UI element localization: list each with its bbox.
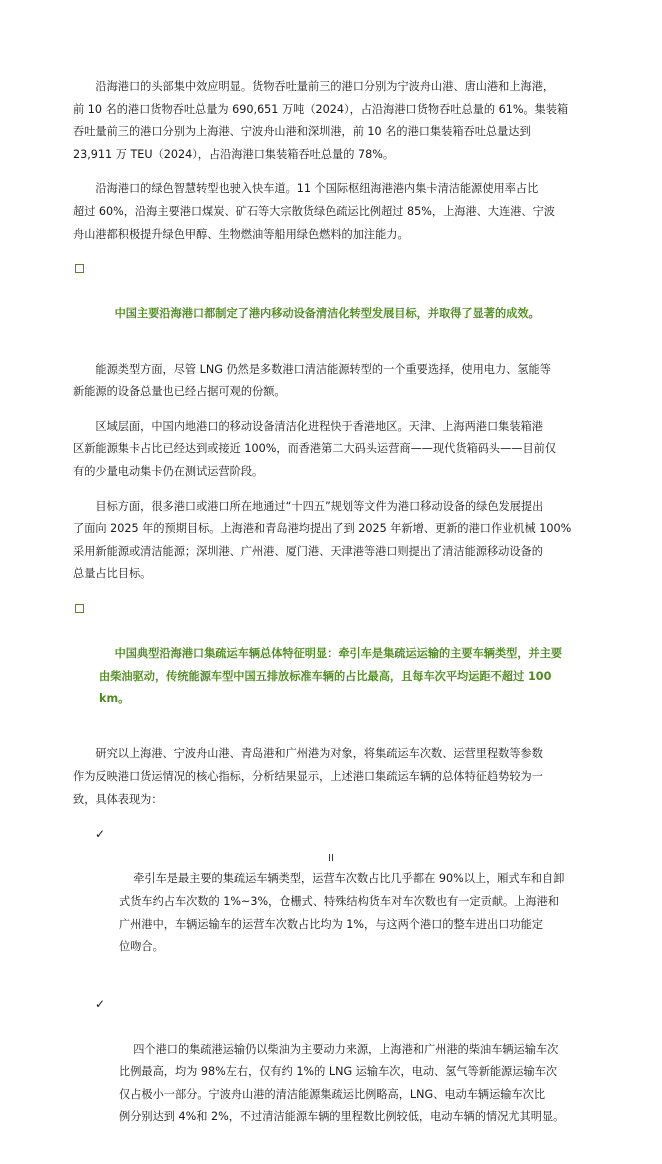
square-bullet-icon	[75, 604, 84, 613]
document-body	[73, 76, 599, 1164]
list-item-text: 四个港口的集疏港运输仍以柴油为主要动力来源，上海港和广州港的柴油车辆运输车次 比例最高，均为 98%左右，仅有约 1%的 LNG 运输车次，电动、氢气等新能源运输车次 仅占极小一部分。宁波舟山港的清洁能源集疏运比例略高，LNG、电动车辆运输车次比 例分别达到 4%和 2%，不过清洁能源车辆的里程数比例较低，电动车辆的情况尤其明显。	[119, 1042, 565, 1124]
list-item	[73, 823, 599, 981]
checkmark-icon: ✓	[95, 997, 106, 1012]
list-item	[73, 993, 599, 1151]
paragraph-energy-types: 能源类型方面，尽管 LNG 仍然是多数港口清洁能源转型的一个重要选择，使用电力、氢能等 新能源的设备总量也已经占据可观的份额。	[73, 362, 551, 399]
heading-text: 中国主要沿海港口都制定了港内移动设备清洁化转型发展目标，并取得了显著的成效。	[114, 307, 540, 321]
heading-text: 中国典型沿海港口集疏运车辆总体特征明显：牵引车是集疏运运输的主要车辆类型，并主要 由柴油驱动，传统能源车型中国五排放标准车辆的占比最高，且每车次平均运距不超过 100 km。	[99, 647, 563, 706]
square-bullet-icon	[75, 264, 84, 273]
list-item-text: 牵引车是最主要的集疏运车辆类型，运营车次数占比几乎都在 90%以上，厢式车和自卸 式货车约占车次数的 1%~3%，仓栅式、特殊结构货车对车次数也有一定贡献。上海港和 广州港中，车辆运输车的运营车次数占比均为 1%，与这两个港口的整车进出口功能定 位吻合。	[119, 872, 565, 954]
paragraph-port-concentration: 沿海港口的头部集中效应明显。货物吞吐量前三的港口分别为宁波舟山港、唐山港和上海港， 前 10 名的港口货物吞吐总量为 690,651 万吨（2024），占沿海港口货物吞吐总量的 61%。集装箱 吞吐量前三的港口分别为上海港、宁波舟山港和深圳港，前 10 名的港口集装箱吞吐总量达到 23,911 万 TEU（2024），占沿海港口集装箱吞吐总量的 78%。	[73, 80, 569, 161]
checkmark-icon: ✓	[95, 827, 106, 842]
paragraph-green-transition: 沿海港口的绿色智慧转型也驶入快车道。11 个国际枢纽海港港内集卡清洁能源使用率占比 超过 60%，沿海主要港口煤炭、矿石等大宗散货绿色疏运比例超过 85%，上海港、大连港、宁波 舟山港都积极提升绿色甲醇、生物燃油等船用绿色燃料的加注能力。	[73, 182, 555, 241]
paragraph-research-method: 研究以上海港、宁波舟山港、青岛港和广州港为对象，将集疏运车次数、运营里程数等参数 作为反映港口货运情况的核心指标，分析结果显示，上述港口集疏运车辆的总体特征趋势较为一 致，具体表现为：	[73, 747, 543, 806]
paragraph-regional: 区域层面，中国内地港口的移动设备清洁化进程快于香港地区。天津、上海两港口集装箱港 区新能源集卡占比已经达到或接近 100%，而香港第二大码头运营商——现代货箱码头——目前仅 有的少量电动集卡仍在测试运营阶段。	[73, 419, 557, 478]
section-heading-vehicle-features	[73, 598, 599, 734]
page-number: II	[328, 853, 334, 864]
paragraph-targets: 目标方面，很多港口或港口所在地通过“十四五”规划等文件为港口移动设备的绿色发展提出 了面向 2025 年的预期目标。上海港和青岛港均提出了到 2025 年新增、更新的港口作业机械 100% 采用新能源或清洁能源；深圳港、广州港、厦门港、天津港等港口则提出了清洁能源移动设备的 总量占比目标。	[73, 499, 572, 581]
section-heading-cleanup-targets	[73, 258, 599, 348]
